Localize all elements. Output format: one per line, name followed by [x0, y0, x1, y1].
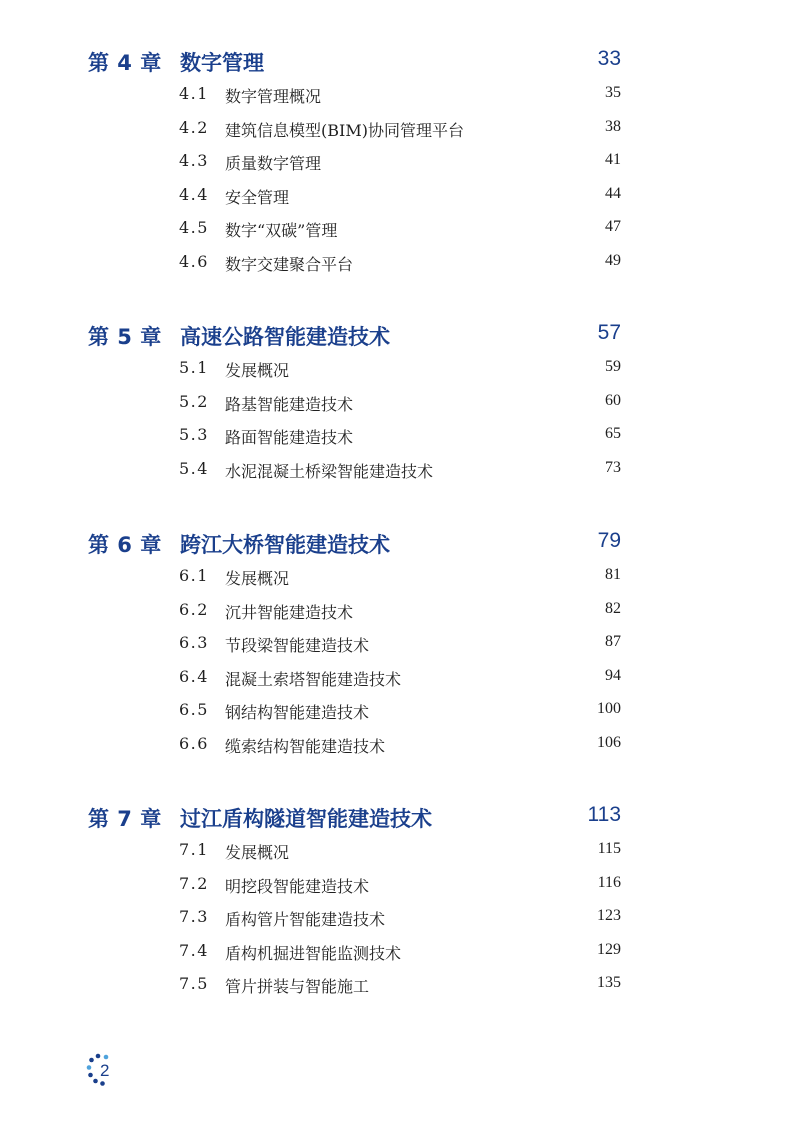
section-page-number: 129: [597, 940, 621, 958]
section-number: 7.5: [179, 974, 209, 993]
toc-entry[interactable]: [88, 727, 623, 761]
section-title: 路面智能建造技术: [225, 428, 354, 447]
chapter-page-number: 79: [597, 529, 621, 552]
section-number: 5.1: [179, 358, 209, 377]
section-page-number: 47: [605, 218, 621, 235]
section-title: 混凝土索塔智能建造技术: [225, 669, 402, 689]
chapter-heading[interactable]: [88, 523, 623, 559]
toc-entry[interactable]: [88, 178, 623, 212]
section-number: 4.4: [179, 184, 209, 204]
section-list: [88, 559, 623, 760]
section-number: 6.1: [179, 566, 209, 585]
toc-entry[interactable]: [88, 351, 623, 385]
section-number: 6.2: [179, 599, 209, 619]
chapter-title: 跨江大桥智能建造技术: [180, 533, 390, 557]
section-title: 路基智能建造技术: [225, 394, 354, 414]
section-page-number: 82: [605, 599, 621, 617]
toc-chapter-4: [88, 41, 623, 278]
section-page-number: 123: [597, 907, 621, 924]
chapter-page-number: 113: [587, 803, 621, 826]
section-list: [88, 77, 623, 278]
section-title: 缆索结构智能建造技术: [225, 736, 386, 756]
chapter-page-number: 33: [597, 47, 621, 70]
section-number: 6.4: [179, 666, 209, 686]
toc-chapter-7: [88, 797, 623, 1001]
chapter-title: 数字管理: [180, 51, 264, 75]
toc-entry[interactable]: [88, 559, 623, 593]
section-title: 发展概况: [225, 569, 290, 588]
chapter-number: 第 4 章: [88, 51, 162, 75]
section-page-number: 35: [605, 84, 621, 101]
section-title: 数字“双碳”管理: [225, 221, 338, 240]
section-page-number: 60: [605, 391, 621, 409]
chapter-heading[interactable]: [88, 797, 623, 833]
toc-entry[interactable]: [88, 245, 623, 279]
section-number: 4.1: [179, 84, 209, 103]
toc-entry[interactable]: [88, 967, 623, 1001]
section-page-number: 73: [605, 458, 621, 476]
section-page-number: 135: [597, 974, 621, 991]
toc-entry[interactable]: [88, 418, 623, 452]
section-number: 7.3: [179, 907, 209, 926]
toc-entry[interactable]: [88, 593, 623, 627]
section-title: 节段梁智能建造技术: [225, 636, 370, 655]
section-title: 明挖段智能建造技术: [225, 876, 370, 896]
chapter-heading[interactable]: [88, 41, 623, 77]
chapter-heading[interactable]: [88, 315, 623, 351]
page-number: 2: [100, 1061, 110, 1080]
section-number: 6.6: [179, 733, 209, 753]
section-page-number: 115: [597, 840, 621, 857]
chapter-title: 过江盾构隧道智能建造技术: [180, 807, 432, 831]
toc-entry[interactable]: [88, 934, 623, 968]
section-title: 数字交建聚合平台: [225, 254, 354, 274]
section-number: 4.6: [179, 251, 209, 271]
page-footer: [86, 1053, 126, 1093]
section-title: 盾构机掘进智能监测技术: [225, 943, 402, 963]
section-page-number: 81: [605, 566, 621, 583]
section-number: 4.3: [179, 151, 209, 170]
chapter-number: 第 6 章: [88, 533, 162, 557]
section-number: 7.2: [179, 873, 209, 893]
section-title: 发展概况: [225, 843, 290, 862]
section-number: 4.5: [179, 218, 209, 237]
section-title: 发展概况: [225, 361, 290, 380]
section-list: [88, 351, 623, 485]
section-number: 4.2: [179, 117, 209, 137]
chapter-number: 第 5 章: [88, 325, 162, 349]
section-title: 建筑信息模型(BIM)协同管理平台: [225, 120, 464, 140]
toc-entry[interactable]: [88, 385, 623, 419]
section-page-number: 49: [605, 251, 621, 269]
section-number: 5.3: [179, 425, 209, 444]
section-page-number: 59: [605, 358, 621, 375]
chapter-page-number: 57: [597, 321, 621, 344]
toc-entry[interactable]: [88, 452, 623, 486]
section-page-number: 65: [605, 425, 621, 442]
section-list: [88, 833, 623, 1001]
section-number: 5.4: [179, 458, 209, 478]
chapter-number: 第 7 章: [88, 807, 162, 831]
section-page-number: 41: [605, 151, 621, 168]
toc-chapter-6: [88, 523, 623, 760]
section-page-number: 44: [605, 184, 621, 202]
toc-entry[interactable]: [88, 867, 623, 901]
section-page-number: 116: [597, 873, 621, 891]
section-number: 7.4: [179, 940, 209, 960]
section-title: 安全管理: [225, 187, 290, 207]
toc-entry[interactable]: [88, 111, 623, 145]
section-number: 6.5: [179, 700, 209, 719]
section-title: 盾构管片智能建造技术: [225, 910, 386, 929]
toc-entry[interactable]: [88, 211, 623, 245]
section-title: 质量数字管理: [225, 154, 322, 173]
toc-entry[interactable]: [88, 626, 623, 660]
toc-entry[interactable]: [88, 144, 623, 178]
section-title: 数字管理概况: [225, 87, 322, 106]
toc-entry[interactable]: [88, 77, 623, 111]
toc-entry[interactable]: [88, 900, 623, 934]
section-title: 水泥混凝土桥梁智能建造技术: [225, 461, 434, 481]
section-number: 7.1: [179, 840, 209, 859]
section-title: 沉井智能建造技术: [225, 602, 354, 622]
toc-entry[interactable]: [88, 833, 623, 867]
section-page-number: 106: [597, 733, 621, 751]
chapter-title: 高速公路智能建造技术: [180, 325, 390, 349]
toc-entry[interactable]: [88, 693, 623, 727]
section-page-number: 38: [605, 117, 621, 135]
section-number: 5.2: [179, 391, 209, 411]
section-page-number: 87: [605, 633, 621, 650]
section-title: 管片拼装与智能施工: [225, 977, 370, 996]
section-number: 6.3: [179, 633, 209, 652]
toc-entry[interactable]: [88, 660, 623, 694]
toc-chapter-5: [88, 315, 623, 485]
section-title: 钢结构智能建造技术: [225, 703, 370, 722]
section-page-number: 94: [605, 666, 621, 684]
section-page-number: 100: [597, 700, 621, 717]
